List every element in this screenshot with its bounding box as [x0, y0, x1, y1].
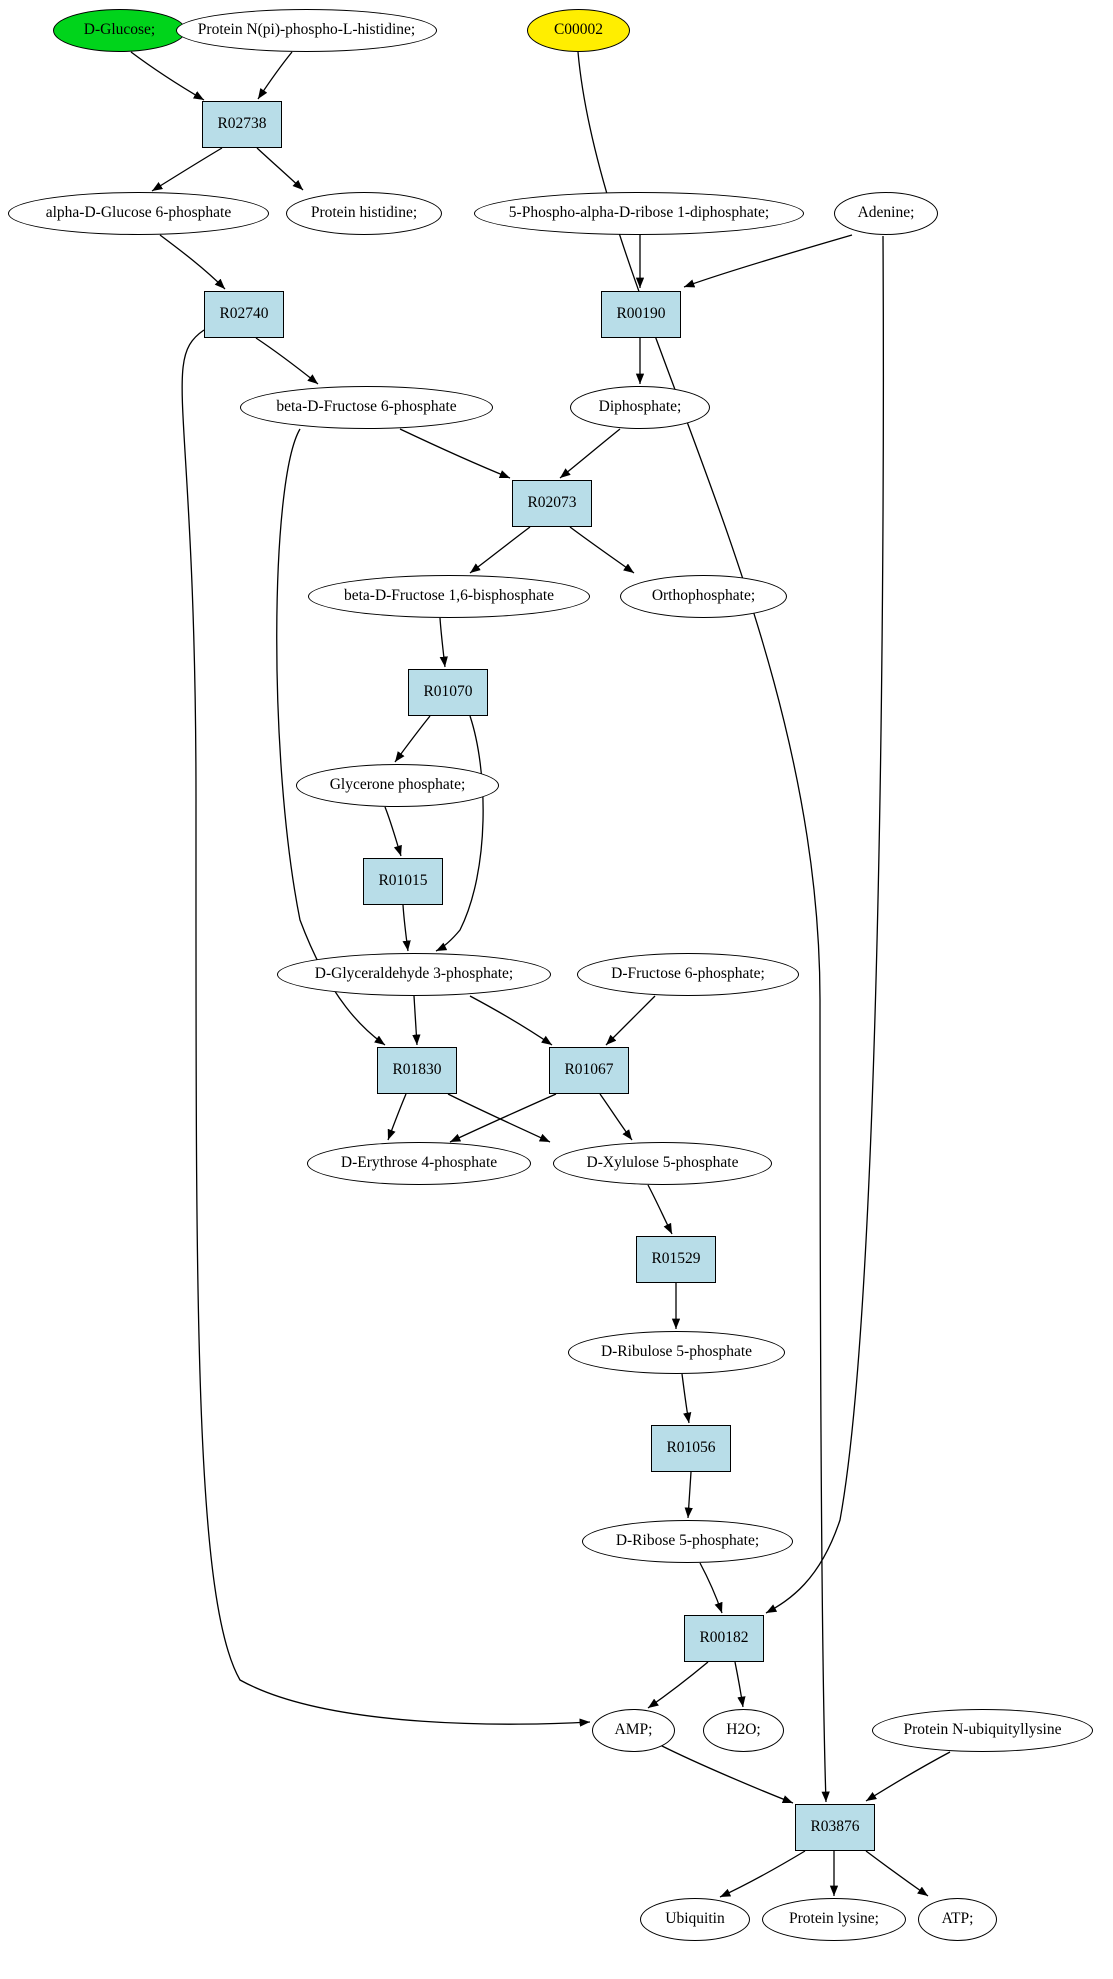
- node-label: alpha-D-Glucose 6-phosphate: [45, 204, 232, 222]
- node-label: Adenine;: [857, 204, 915, 222]
- node-label: beta-D-Fructose 1,6-bisphosphate: [343, 587, 555, 605]
- node-label: R01056: [666, 1439, 716, 1457]
- compound-node-d-fructose-6-phosphate[interactable]: [577, 953, 799, 996]
- node-label: R00182: [699, 1629, 749, 1647]
- node-label: Ubiquitin: [665, 1910, 725, 1928]
- node-label: R02740: [219, 305, 269, 323]
- node-label: H2O;: [726, 1721, 761, 1739]
- compound-node-h2o[interactable]: [703, 1709, 784, 1752]
- reaction-node-r00182[interactable]: [684, 1615, 764, 1662]
- reaction-node-r01830[interactable]: [377, 1047, 457, 1094]
- compound-node-d-xylulose-5-phosphate[interactable]: [553, 1142, 772, 1185]
- compound-node-amp[interactable]: [592, 1709, 675, 1752]
- node-label: D-Fructose 6-phosphate;: [611, 965, 765, 983]
- node-label: C00002: [553, 21, 604, 39]
- compound-node-orthophosphate[interactable]: [620, 575, 787, 618]
- node-label: ATP;: [941, 1910, 974, 1928]
- node-label: Glycerone phosphate;: [329, 776, 466, 794]
- node-label: R01067: [564, 1061, 614, 1079]
- node-label: Diphosphate;: [598, 398, 682, 416]
- node-label: Protein N(pi)-phospho-L-histidine;: [197, 21, 416, 39]
- reaction-node-r02738[interactable]: [202, 101, 282, 148]
- node-label: D-Ribulose 5-phosphate: [600, 1343, 753, 1361]
- node-label: D-Ribose 5-phosphate;: [615, 1532, 760, 1550]
- node-label: D-Glucose;: [83, 21, 156, 39]
- compound-node-ubiquitin[interactable]: [640, 1898, 750, 1941]
- node-label: R01015: [378, 872, 428, 890]
- reaction-node-r02073[interactable]: [512, 480, 592, 527]
- node-label: AMP;: [614, 1721, 653, 1739]
- compound-node-d-glucose[interactable]: [53, 9, 186, 52]
- node-label: R02073: [527, 494, 577, 512]
- compound-node-protein-n-pi-phospho-l-histidine[interactable]: [176, 9, 437, 52]
- node-label: Protein histidine;: [310, 204, 418, 222]
- node-label: D-Erythrose 4-phosphate: [340, 1154, 498, 1172]
- compound-node-diphosphate[interactable]: [570, 386, 710, 429]
- compound-node-d-glyceraldehyde-3-phosphate[interactable]: [277, 953, 551, 996]
- compound-node-glycerone-phosphate[interactable]: [296, 764, 499, 807]
- compound-node-alpha-d-glucose-6-phosphate[interactable]: [8, 192, 269, 235]
- compound-node-protein-histidine[interactable]: [286, 192, 442, 235]
- node-label: R01070: [423, 683, 473, 701]
- reaction-node-r02740[interactable]: [204, 291, 284, 338]
- node-label: D-Glyceraldehyde 3-phosphate;: [314, 965, 514, 983]
- compound-node-atp[interactable]: [918, 1898, 997, 1941]
- reaction-node-r00190[interactable]: [601, 291, 681, 338]
- compound-node-d-erythrose-4-phosphate[interactable]: [307, 1142, 531, 1185]
- compound-node-adenine[interactable]: [834, 192, 938, 235]
- compound-node-protein-n-ubiquityllysine[interactable]: [872, 1709, 1093, 1752]
- reaction-node-r01529[interactable]: [636, 1236, 716, 1283]
- node-label: Orthophosphate;: [651, 587, 756, 605]
- node-label: R01529: [651, 1250, 701, 1268]
- reaction-node-r01067[interactable]: [549, 1047, 629, 1094]
- reaction-node-r01056[interactable]: [651, 1425, 731, 1472]
- node-label: Protein N-ubiquityllysine: [903, 1721, 1062, 1739]
- compound-node-d-ribulose-5-phosphate[interactable]: [568, 1331, 785, 1374]
- reaction-node-r01070[interactable]: [408, 669, 488, 716]
- compound-node-beta-d-fructose-16-bisphosphate[interactable]: [308, 575, 590, 618]
- compound-node-beta-d-fructose-6-phosphate[interactable]: [240, 386, 493, 429]
- compound-node-d-ribose-5-phosphate[interactable]: [582, 1520, 793, 1563]
- node-label: R02738: [217, 115, 267, 133]
- node-label: R01830: [392, 1061, 442, 1079]
- node-label: beta-D-Fructose 6-phosphate: [276, 398, 457, 416]
- compound-node-c00002[interactable]: [527, 9, 630, 52]
- node-label: D-Xylulose 5-phosphate: [586, 1154, 739, 1172]
- compound-node-protein-lysine[interactable]: [762, 1898, 906, 1941]
- reaction-node-r01015[interactable]: [363, 858, 443, 905]
- node-label: R00190: [616, 305, 666, 323]
- node-label: Protein lysine;: [789, 1910, 879, 1928]
- node-label: 5-Phospho-alpha-D-ribose 1-diphosphate;: [508, 204, 770, 222]
- reaction-node-r03876[interactable]: [795, 1804, 875, 1851]
- node-label: R03876: [810, 1818, 860, 1836]
- compound-node-5-phospho-alpha-d-ribose-1-diphosphate[interactable]: [474, 192, 804, 235]
